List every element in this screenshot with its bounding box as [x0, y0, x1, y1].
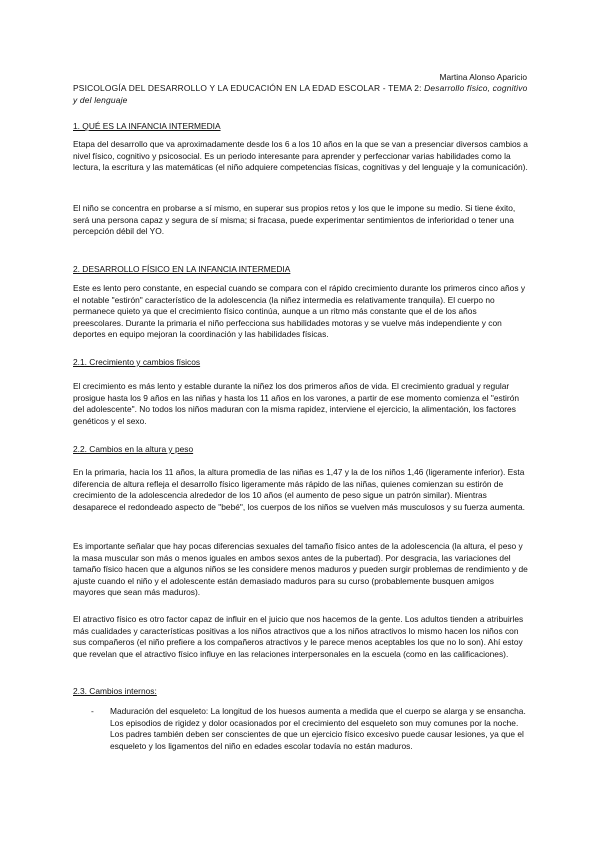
title-subtitle: Desarrollo físico, cognitivo y del lenguaje	[73, 83, 528, 105]
section-2-3-heading: 2.3. Cambios internos:	[73, 686, 157, 696]
document-title	[73, 83, 530, 106]
section-2-2-paragraph-2: Es importante señalar que hay pocas diferencias sexuales del tamaño físico antes de la adolescencia (la altura, el peso y la masa muscular son más o menos iguales en ambos sexos antes de la pubertad). Por desgracia, las variaciones del tamaño físico hacen que a algunos niños se les considere menos maduros y pueden surgir problemas de rendimiento y de ajuste cuando el niño y el adolescente están demasiado maduros para su curso (probablemente busquen amigos mayores que sean más maduros).	[73, 541, 528, 598]
section-1-heading: 1. QUÉ ES LA INFANCIA INTERMEDIA	[73, 121, 221, 131]
section-2-2-heading: 2.2. Cambios en la altura y peso	[73, 444, 194, 454]
section-1-paragraph-1: Etapa del desarrollo que va aproximadamente desde los 6 a los 10 años en la que se van a presenciar diversos cambios a nivel físico, cognitivo y psicosocial. Es un periodo interesante para aprender y perfeccionar varias habilidades como la lectura, la escritura y las matemáticas (el niño adquiere competencias físicas, cognitivas y del lenguaje y la comunicación).	[73, 139, 528, 173]
bullet-item-skeleton	[110, 706, 528, 752]
section-2-1-paragraph-1: El crecimiento es más lento y estable durante la niñez los dos primeros años de vida. El crecimiento gradual y regular prosigue hasta los 9 años en las niñas y hasta los 11 años en los varones, a partir de ese momento comienza el "estirón del adolescente". No todos los niños maduran con la misma rapidez, interviene el ejercicio, la alimentación, los factores genéticos y el sexo.	[73, 381, 520, 426]
section-2-paragraph-1: Este es lento pero constante, en especial cuando se compara con el rápido crecimiento durante los primeros cinco años y el notable "estirón" característico de la adolescencia (la niñez intermedia es relativamente tranquila). El cuerpo no permanece quieto ya que el crecimiento físico continúa, aunque a un ritmo más constante que el de los años preescolares. Durante la primaria el niño perfecciona sus habilidades motoras y se vuelve más independiente y con deportes en equipo mejoran la coordinación y las habilidades físicas.	[73, 283, 526, 340]
bullet-lead: Maduración del esqueleto	[110, 706, 206, 716]
section-1-paragraph-2: El niño se concentra en probarse a sí mismo, en superar sus propios retos y los que le impone su medio. Si tiene éxito, será una persona capaz y segura de sí misma; si fracasa, puede experimentar sentimientos de inferioridad o tener una percepción débil del YO.	[73, 203, 516, 237]
bullet-marker: -	[91, 706, 94, 716]
author-name: Martina Alonso Aparicio	[439, 72, 527, 82]
section-2-2-paragraph-1: En la primaria, hacia los 11 años, la altura promedia de las niñas es 1,47 y la de los niños 1,46 (ligeramente inferior). Esta diferencia de altura refleja el desarrollo físico ligeramente más rápido de las niñas, quienes comienzan su estirón de crecimiento de la adolescencia alrededor de los 10 años (el aumento de peso sigue un patrón similar). Mientras desaparece el redondeado aspecto de "bebé", los cuerpos de los niños se vuelven más musculosos y su fuerza aumenta.	[73, 467, 525, 512]
section-2-1-heading: 2.1. Crecimiento y cambios físicos	[73, 357, 201, 367]
section-2-2-paragraph-3: El atractivo físico es otro factor capaz de influir en el juicio que nos hacemos de la gente. Los adultos tienden a atribuirles más cualidades y características positivas a los niños atractivos que a los niños atractivos lo mismo hacen los niños con sus compañeros (el niño prefiere a los compañeros atractivos y le parece menos aceptables los que no lo son). Ahí estoy que revelan que el atractivo físico influye en las relaciones interpersonales en la escuela (como en las calificaciones).	[73, 614, 524, 659]
section-2-heading: 2. DESARROLLO FÍSICO EN LA INFANCIA INTERMEDIA	[73, 264, 291, 274]
bullet-body: : La longitud de los huesos aumenta a medida que el cuerpo se alarga y se ensancha. Los episodios de rigidez y dolor ocasionados por el crecimiento del esqueleto son muy comunes por la noche. Los padres también deben ser conscientes de que un ejercicio físico excesivo puede causar lesiones, ya que el esqueleto y los ligamentos del niño en edades escolar todavía no están maduros.	[110, 706, 526, 751]
title-main: PSICOLOGÍA DEL DESARROLLO Y LA EDUCACIÓN EN LA EDAD ESCOLAR - TEMA 2:	[73, 83, 425, 93]
